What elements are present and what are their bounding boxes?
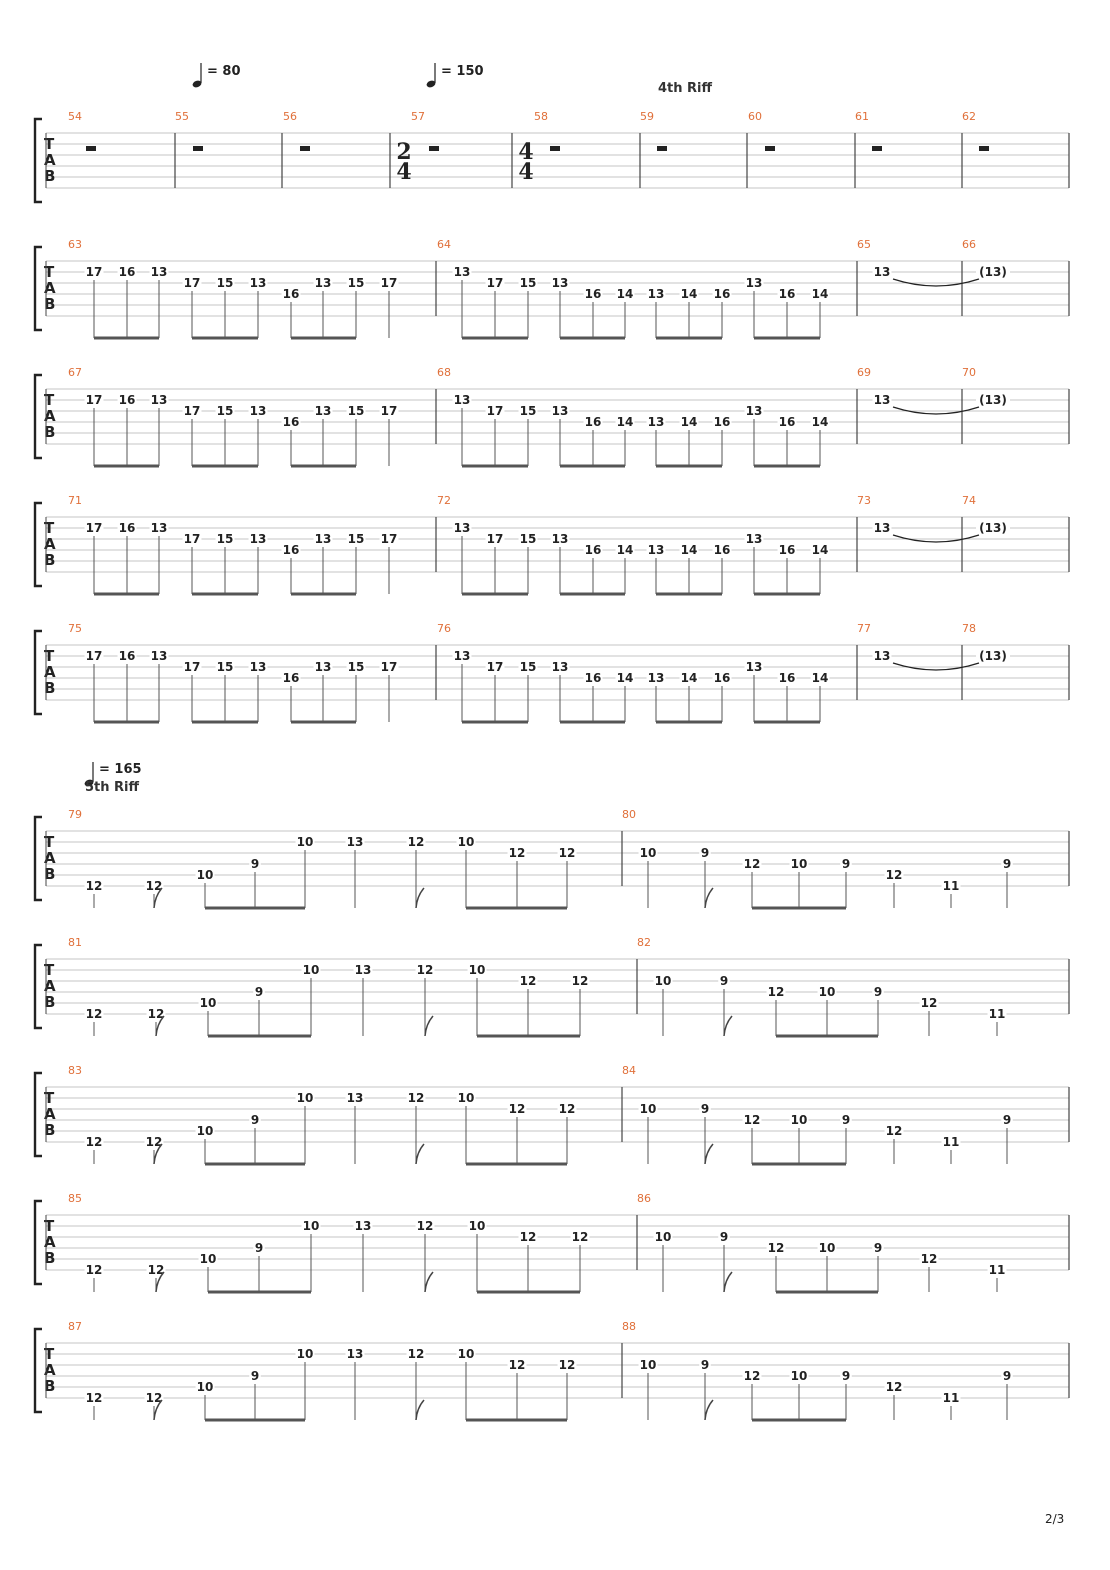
fret-number: 13: [150, 649, 168, 663]
fret-number: 14: [680, 415, 698, 429]
fret-number: 12: [145, 1391, 163, 1405]
tab-clef-letter: B: [44, 1121, 56, 1139]
fret-number: 15: [519, 660, 537, 674]
fret-number: 10: [196, 1380, 214, 1394]
whole-rest: [193, 146, 203, 151]
fret-number: 17: [85, 649, 103, 663]
fret-number: 11: [942, 879, 960, 893]
measure-number: 83: [68, 1064, 82, 1077]
fret-number: 13: [314, 276, 332, 290]
tempo-label: = 165: [99, 762, 142, 777]
fret-number: 15: [216, 660, 234, 674]
fret-number: 12: [85, 879, 103, 893]
fret-number: 16: [778, 543, 796, 557]
fret-number: 15: [519, 276, 537, 290]
fret-number: 9: [250, 1369, 260, 1383]
fret-number: 13: [647, 287, 665, 301]
fret-number: 17: [183, 276, 201, 290]
fret-number: 9: [700, 1102, 710, 1116]
whole-rest: [429, 146, 439, 151]
measure-number: 62: [962, 110, 976, 123]
fret-number: 14: [811, 415, 829, 429]
fret-number: 17: [85, 393, 103, 407]
fret-number: 17: [183, 532, 201, 546]
tab-system: [35, 808, 1069, 908]
fret-number: 9: [700, 846, 710, 860]
tab-clef-letter: T: [44, 833, 55, 851]
fret-number: 14: [811, 671, 829, 685]
fret-number: 12: [920, 1252, 938, 1266]
time-signature-bottom: 4: [396, 159, 412, 185]
fret-number: 16: [713, 543, 731, 557]
tempo-label: = 150: [441, 64, 484, 79]
whole-rest: [300, 146, 310, 151]
fret-number: 10: [302, 1219, 320, 1233]
fret-number: 16: [713, 671, 731, 685]
tab-clef-letter: B: [44, 993, 56, 1011]
measure-number: 70: [962, 366, 976, 379]
fret-number: 12: [416, 963, 434, 977]
fret-number: 11: [988, 1263, 1006, 1277]
fret-number: 12: [508, 1102, 526, 1116]
fret-number: 17: [85, 521, 103, 535]
system-bracket: [35, 945, 42, 1028]
fret-number: 13: [249, 276, 267, 290]
fret-number: 16: [778, 415, 796, 429]
measure-number: 76: [437, 622, 451, 635]
measure-number: 80: [622, 808, 636, 821]
fret-number: 9: [1002, 1369, 1012, 1383]
fret-number: 12: [508, 1358, 526, 1372]
fret-number: (13): [979, 393, 1007, 407]
fret-number: 12: [743, 1113, 761, 1127]
tab-clef-letter: A: [44, 1233, 56, 1251]
fret-number: 17: [486, 660, 504, 674]
measure-number: 68: [437, 366, 451, 379]
tab-system: [35, 494, 1069, 594]
fret-number: 10: [302, 963, 320, 977]
measure-number: 74: [962, 494, 976, 507]
fret-number: 15: [216, 276, 234, 290]
system-bracket: [35, 503, 42, 586]
fret-number: 12: [407, 1347, 425, 1361]
fret-number: 9: [841, 1113, 851, 1127]
fret-number: 15: [519, 404, 537, 418]
fret-number: 16: [713, 415, 731, 429]
fret-number: 9: [719, 1230, 729, 1244]
fret-number: 13: [346, 1347, 364, 1361]
tab-system: [35, 366, 1069, 466]
fret-number: 12: [147, 1007, 165, 1021]
fret-number: 12: [508, 846, 526, 860]
fret-number: 13: [249, 532, 267, 546]
fret-number: 16: [778, 287, 796, 301]
tab-system: [35, 1320, 1069, 1420]
fret-number: 10: [639, 1102, 657, 1116]
tab-system: [35, 1192, 1069, 1292]
fret-number: 12: [920, 996, 938, 1010]
fret-number: 14: [811, 543, 829, 557]
fret-number: 10: [199, 1252, 217, 1266]
fret-number: 10: [468, 963, 486, 977]
fret-number: 16: [118, 649, 136, 663]
fret-number: 9: [1002, 1113, 1012, 1127]
whole-rest: [979, 146, 989, 151]
whole-rest: [86, 146, 96, 151]
fret-number: 12: [145, 1135, 163, 1149]
tab-system: [35, 1064, 1069, 1164]
system-bracket: [35, 1329, 42, 1412]
measure-number: 63: [68, 238, 82, 251]
fret-number: 13: [551, 404, 569, 418]
fret-number: 15: [347, 404, 365, 418]
fret-number: 10: [457, 835, 475, 849]
fret-number: 13: [354, 1219, 372, 1233]
fret-number: 16: [584, 671, 602, 685]
fret-number: 13: [745, 660, 763, 674]
fret-number: 13: [647, 671, 665, 685]
tempo-marking-150: [426, 63, 484, 89]
system-bracket: [35, 375, 42, 458]
fret-number: 15: [347, 532, 365, 546]
fret-number: 15: [519, 532, 537, 546]
system-bracket: [35, 247, 42, 330]
fret-number: 16: [118, 265, 136, 279]
fret-number: 12: [743, 857, 761, 871]
section-label-4th-riff: 4th Riff: [658, 81, 713, 96]
fret-number: 10: [654, 974, 672, 988]
fret-number: 12: [416, 1219, 434, 1233]
fret-number: 9: [254, 985, 264, 999]
fret-number: 13: [354, 963, 372, 977]
fret-number: 10: [296, 1347, 314, 1361]
fret-number: 13: [873, 265, 891, 279]
fret-number: (13): [979, 265, 1007, 279]
fret-number: 9: [1002, 857, 1012, 871]
fret-number: 12: [885, 1124, 903, 1138]
fret-number: 10: [296, 835, 314, 849]
measure-number: 66: [962, 238, 976, 251]
time-signature-bottom: 4: [518, 159, 534, 185]
fret-number: 10: [818, 985, 836, 999]
fret-number: 12: [85, 1135, 103, 1149]
measure-number: 81: [68, 936, 82, 949]
measure-number: 71: [68, 494, 82, 507]
measure-number: 57: [411, 110, 425, 123]
fret-number: 11: [988, 1007, 1006, 1021]
time-signature-top: 4: [518, 139, 534, 165]
fret-number: 10: [818, 1241, 836, 1255]
measure-number: 55: [175, 110, 189, 123]
tab-clef-letter: B: [44, 1377, 56, 1395]
measure-number: 56: [283, 110, 297, 123]
measure-number: 75: [68, 622, 82, 635]
fret-number: 14: [811, 287, 829, 301]
fret-number: 12: [85, 1007, 103, 1021]
measure-number: 87: [68, 1320, 82, 1333]
fret-number: 17: [183, 660, 201, 674]
fret-number: 10: [654, 1230, 672, 1244]
fret-number: 15: [347, 660, 365, 674]
time-signature-top: 2: [396, 139, 412, 165]
fret-number: 13: [551, 276, 569, 290]
fret-number: 16: [713, 287, 731, 301]
tab-clef-letter: A: [44, 849, 56, 867]
fret-number: 13: [647, 415, 665, 429]
tab-clef-letter: B: [44, 865, 56, 883]
whole-rest: [872, 146, 882, 151]
fret-number: 11: [942, 1391, 960, 1405]
tab-clef-letter: T: [44, 263, 55, 281]
page-number: 2/3: [1045, 1512, 1065, 1526]
tab-clef-letter: B: [44, 679, 56, 697]
fret-number: 13: [314, 660, 332, 674]
fret-number: 16: [584, 543, 602, 557]
fret-number: 12: [519, 974, 537, 988]
fret-number: 13: [150, 265, 168, 279]
fret-number: 17: [380, 532, 398, 546]
fret-number: 12: [571, 974, 589, 988]
tab-system: [35, 622, 1069, 722]
fret-number: 12: [407, 1091, 425, 1105]
fret-number: 16: [282, 671, 300, 685]
fret-number: 12: [885, 1380, 903, 1394]
fret-number: 12: [85, 1263, 103, 1277]
system-bracket: [35, 631, 42, 714]
fret-number: 13: [314, 404, 332, 418]
fret-number: 12: [743, 1369, 761, 1383]
measure-number: 85: [68, 1192, 82, 1205]
fret-number: 13: [150, 393, 168, 407]
tab-clef-letter: B: [44, 1249, 56, 1267]
fret-number: 10: [296, 1091, 314, 1105]
fret-number: 13: [873, 393, 891, 407]
fret-number: 16: [584, 415, 602, 429]
fret-number: 16: [584, 287, 602, 301]
fret-number: 9: [254, 1241, 264, 1255]
tempo-label: = 80: [207, 64, 241, 79]
measure-number: 65: [857, 238, 871, 251]
fret-number: 13: [150, 521, 168, 535]
fret-number: 17: [380, 276, 398, 290]
fret-number: 16: [118, 393, 136, 407]
fret-number: 15: [347, 276, 365, 290]
whole-rest: [765, 146, 775, 151]
fret-number: 12: [558, 1358, 576, 1372]
fret-number: 12: [767, 985, 785, 999]
tab-clef-letter: B: [44, 167, 56, 185]
fret-number: 17: [486, 532, 504, 546]
tab-systems: [35, 110, 1069, 1420]
tempo-marking-80: [192, 63, 241, 89]
fret-number: 9: [873, 1241, 883, 1255]
fret-number: 9: [700, 1358, 710, 1372]
fret-number: 13: [551, 660, 569, 674]
tab-clef-letter: A: [44, 663, 56, 681]
fret-number: 17: [486, 404, 504, 418]
measure-number: 67: [68, 366, 82, 379]
measure-number: 54: [68, 110, 82, 123]
fret-number: 13: [346, 1091, 364, 1105]
fret-number: (13): [979, 521, 1007, 535]
tab-clef-letter: B: [44, 423, 56, 441]
fret-number: 10: [790, 1113, 808, 1127]
fret-number: 13: [745, 276, 763, 290]
whole-rest: [550, 146, 560, 151]
tab-clef-letter: B: [44, 295, 56, 313]
fret-number: 13: [453, 521, 471, 535]
measure-number: 73: [857, 494, 871, 507]
system-bracket: [35, 1201, 42, 1284]
fret-number: 9: [250, 1113, 260, 1127]
fret-number: 12: [558, 1102, 576, 1116]
tab-clef-letter: T: [44, 519, 55, 537]
measure-number: 86: [637, 1192, 651, 1205]
system-bracket: [35, 817, 42, 900]
measure-number: 88: [622, 1320, 636, 1333]
tab-clef-letter: A: [44, 151, 56, 169]
fret-number: 13: [453, 265, 471, 279]
section-label-5th-riff: 5th Riff: [85, 780, 140, 795]
fret-number: 10: [199, 996, 217, 1010]
fret-number: 12: [85, 1391, 103, 1405]
tab-clef-letter: A: [44, 1105, 56, 1123]
fret-number: 12: [571, 1230, 589, 1244]
measure-number: 82: [637, 936, 651, 949]
tab-clef-letter: A: [44, 535, 56, 553]
tab-clef-letter: A: [44, 1361, 56, 1379]
system-bracket: [35, 1073, 42, 1156]
tab-system: [35, 936, 1069, 1036]
fret-number: 12: [519, 1230, 537, 1244]
tab-system: [35, 110, 1069, 202]
tab-clef-letter: T: [44, 1217, 55, 1235]
fret-number: 9: [250, 857, 260, 871]
measure-number: 72: [437, 494, 451, 507]
fret-number: 10: [196, 1124, 214, 1138]
fret-number: 14: [680, 543, 698, 557]
fret-number: 10: [790, 857, 808, 871]
fret-number: 13: [249, 660, 267, 674]
measure-number: 59: [640, 110, 654, 123]
fret-number: 17: [486, 276, 504, 290]
fret-number: 13: [647, 543, 665, 557]
fret-number: 10: [468, 1219, 486, 1233]
fret-number: 12: [558, 846, 576, 860]
measure-number: 79: [68, 808, 82, 821]
whole-rest: [657, 146, 667, 151]
fret-number: 9: [841, 857, 851, 871]
fret-number: 15: [216, 404, 234, 418]
fret-number: 14: [680, 287, 698, 301]
fret-number: 13: [551, 532, 569, 546]
fret-number: 17: [183, 404, 201, 418]
measure-number: 64: [437, 238, 451, 251]
fret-number: 16: [282, 415, 300, 429]
fret-number: 17: [85, 265, 103, 279]
fret-number: (13): [979, 649, 1007, 663]
fret-number: 13: [314, 532, 332, 546]
tab-clef-letter: A: [44, 407, 56, 425]
fret-number: 9: [873, 985, 883, 999]
fret-number: 14: [616, 415, 634, 429]
fret-number: 11: [942, 1135, 960, 1149]
fret-number: 16: [778, 671, 796, 685]
fret-number: 13: [249, 404, 267, 418]
fret-number: 13: [453, 649, 471, 663]
measure-number: 60: [748, 110, 762, 123]
fret-number: 14: [680, 671, 698, 685]
measure-number: 84: [622, 1064, 636, 1077]
tab-clef-letter: T: [44, 647, 55, 665]
measure-number: 61: [855, 110, 869, 123]
tab-system: [35, 238, 1069, 338]
fret-number: 16: [118, 521, 136, 535]
fret-number: 14: [616, 287, 634, 301]
system-bracket: [35, 119, 42, 202]
fret-number: 9: [719, 974, 729, 988]
fret-number: 16: [282, 543, 300, 557]
tab-clef-letter: B: [44, 551, 56, 569]
fret-number: 13: [346, 835, 364, 849]
tab-clef-letter: T: [44, 961, 55, 979]
tab-clef-letter: A: [44, 279, 56, 297]
fret-number: 17: [380, 660, 398, 674]
fret-number: 12: [885, 868, 903, 882]
fret-number: 13: [873, 521, 891, 535]
measure-number: 78: [962, 622, 976, 635]
fret-number: 16: [282, 287, 300, 301]
tab-clef-letter: T: [44, 391, 55, 409]
tab-clef-letter: T: [44, 1089, 55, 1107]
fret-number: 12: [145, 879, 163, 893]
fret-number: 17: [380, 404, 398, 418]
fret-number: 10: [639, 1358, 657, 1372]
fret-number: 10: [457, 1347, 475, 1361]
fret-number: 9: [841, 1369, 851, 1383]
fret-number: 12: [147, 1263, 165, 1277]
measure-number: 69: [857, 366, 871, 379]
fret-number: 10: [196, 868, 214, 882]
fret-number: 10: [790, 1369, 808, 1383]
fret-number: 10: [457, 1091, 475, 1105]
fret-number: 13: [453, 393, 471, 407]
tab-clef-letter: T: [44, 135, 55, 153]
tab-clef-letter: A: [44, 977, 56, 995]
fret-number: 13: [873, 649, 891, 663]
fret-number: 12: [407, 835, 425, 849]
measure-number: 77: [857, 622, 871, 635]
fret-number: 13: [745, 532, 763, 546]
fret-number: 10: [639, 846, 657, 860]
fret-number: 14: [616, 543, 634, 557]
fret-number: 12: [767, 1241, 785, 1255]
measure-number: 58: [534, 110, 548, 123]
fret-number: 13: [745, 404, 763, 418]
tab-clef-letter: T: [44, 1345, 55, 1363]
fret-number: 15: [216, 532, 234, 546]
fret-number: 14: [616, 671, 634, 685]
